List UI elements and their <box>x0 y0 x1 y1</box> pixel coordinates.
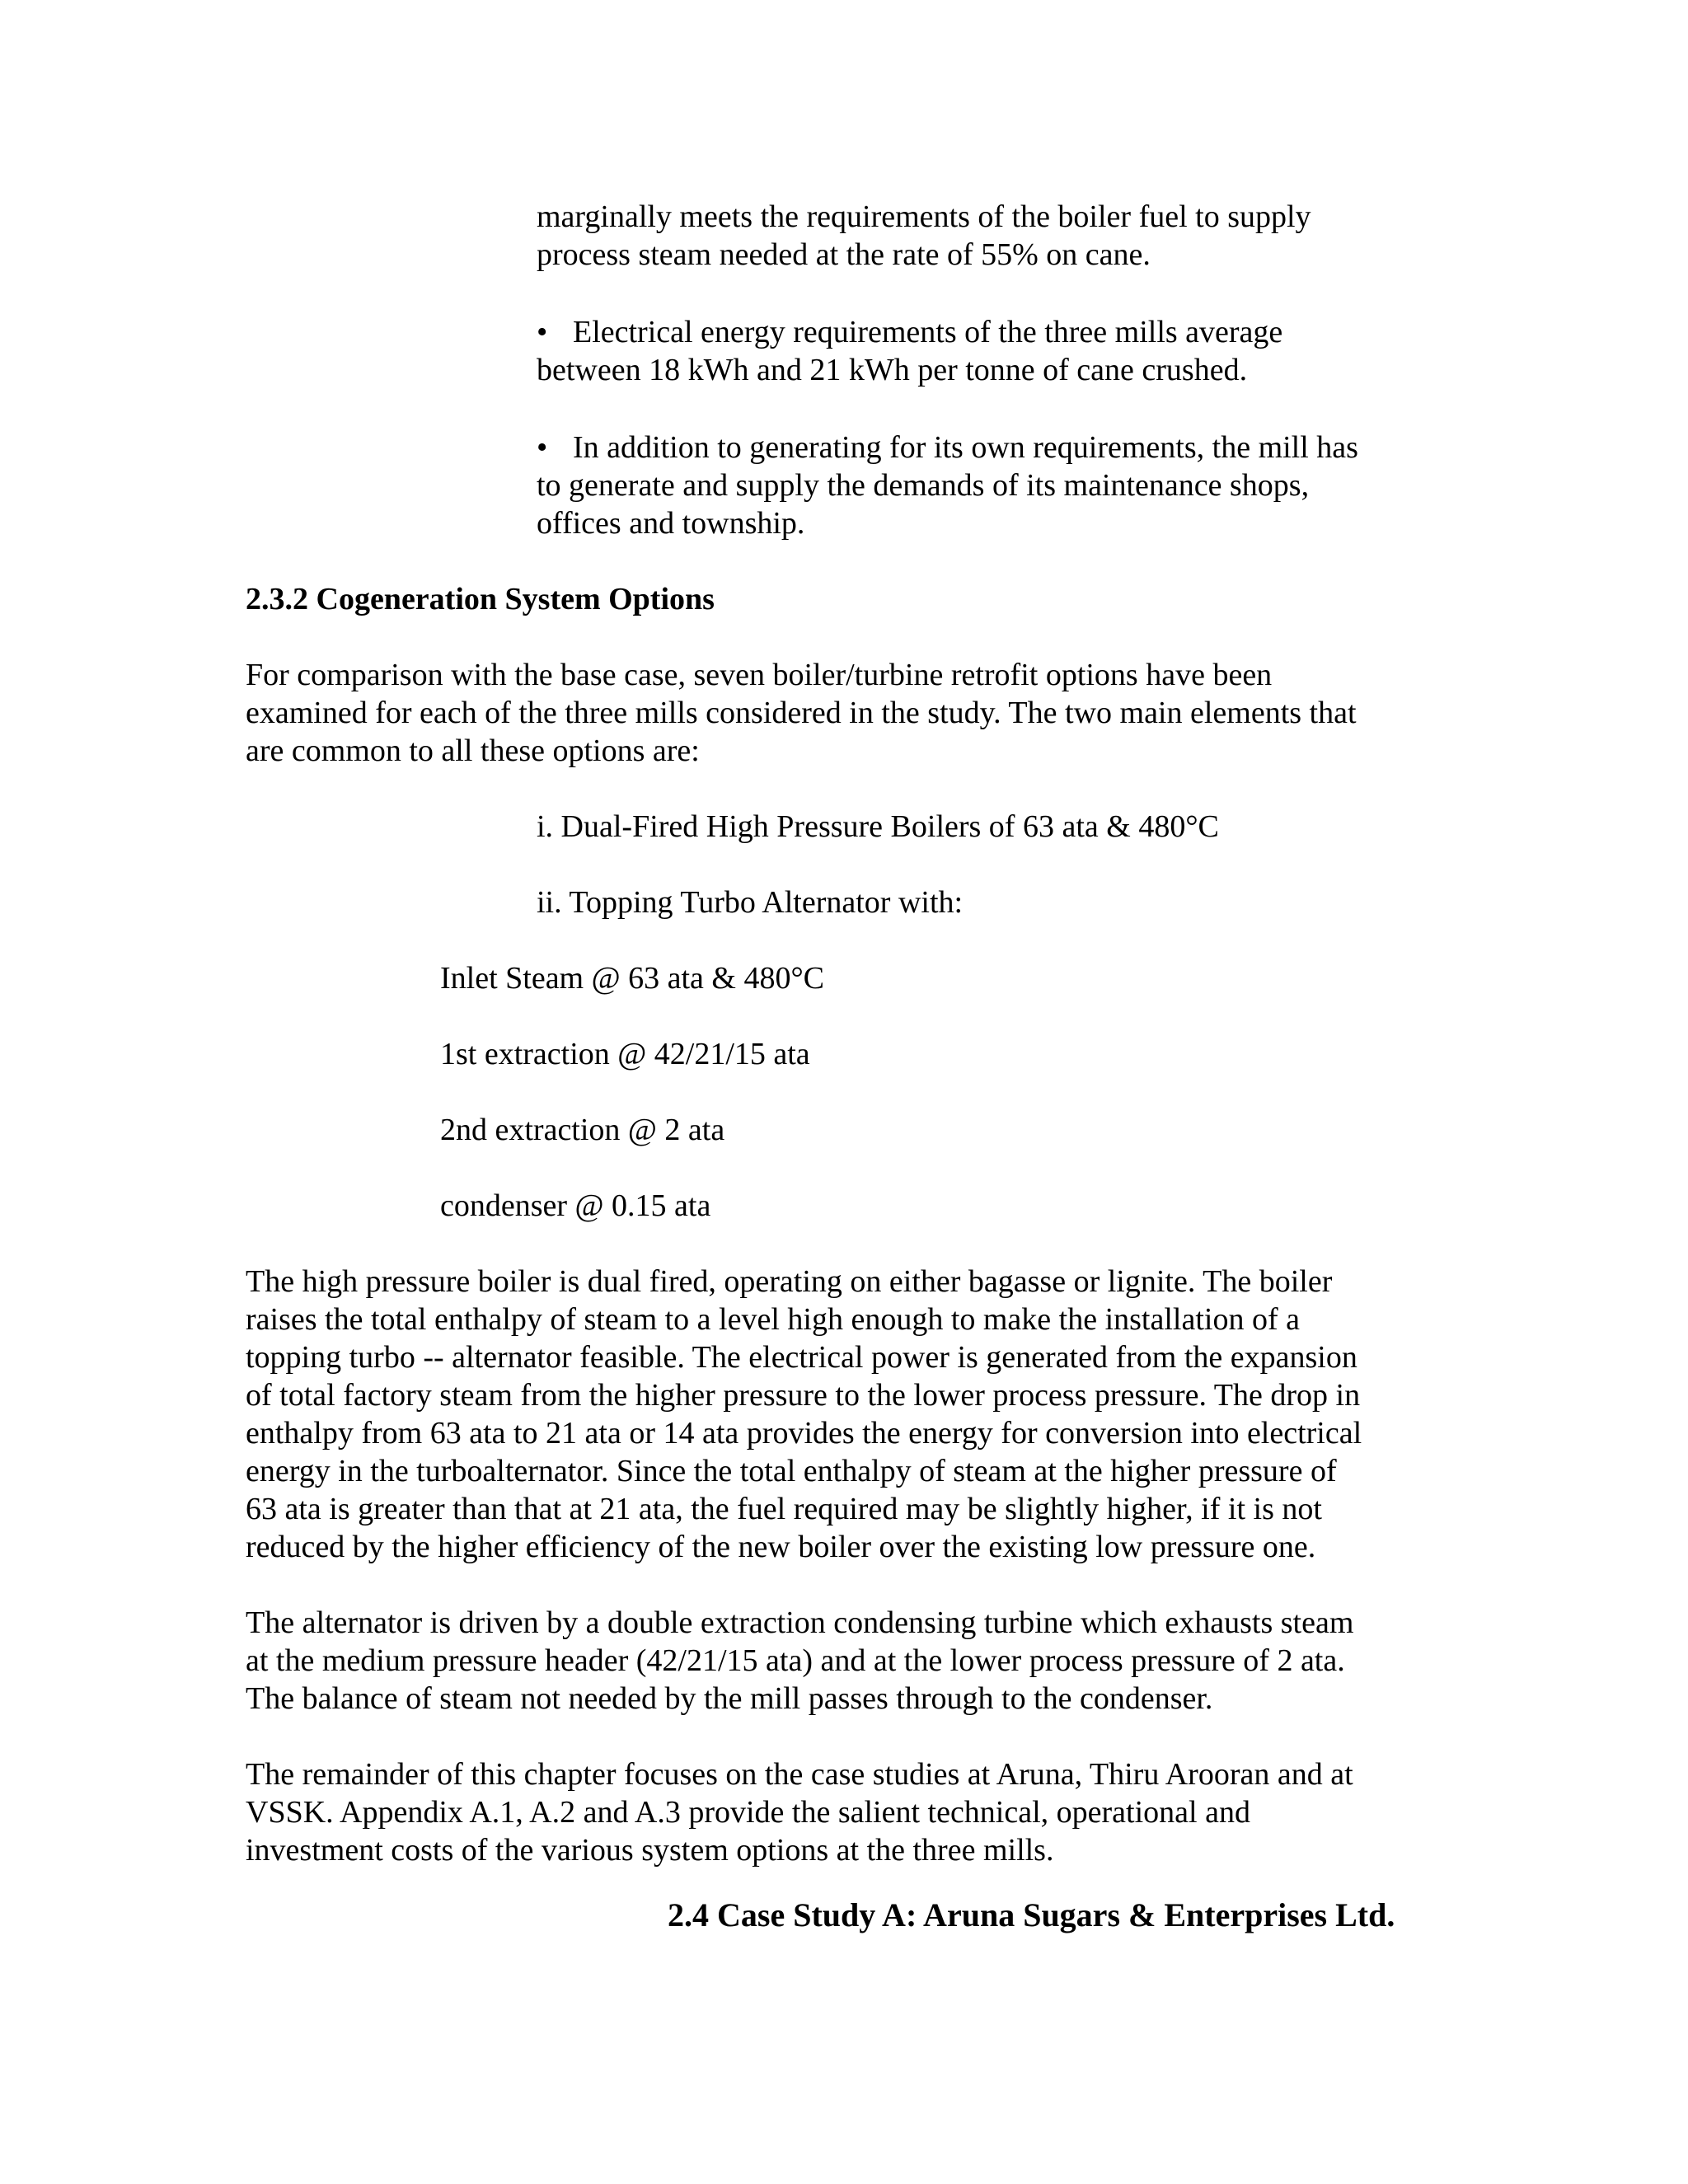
text-line: raises the total enthalpy of steam to a level high enough to make the installation of a <box>246 1302 1300 1337</box>
bullet-item <box>537 429 1358 542</box>
text-line: The alternator is driven by a double extraction condensing turbine which exhausts steam <box>246 1605 1354 1640</box>
element-item: ii. Topping Turbo Alternator with: <box>537 885 964 920</box>
bullet-item <box>537 313 1282 389</box>
bullet-icon: • <box>537 315 548 349</box>
text-line: of total factory steam from the higher pressure to the lower process pressure. The drop in <box>246 1378 1361 1413</box>
turbine-spec: Inlet Steam @ 63 ata & 480°C <box>440 961 825 996</box>
element-item: i. Dual-Fired High Pressure Boilers of 63 ata & 480°C <box>537 809 1219 844</box>
paragraph-boiler <box>246 1263 1362 1566</box>
intro-continuation <box>537 198 1311 274</box>
text-line: The remainder of this chapter focuses on the case studies at Aruna, Thiru Arooran and at <box>246 1757 1353 1792</box>
bullet-text: Electrical energy requirements of the three mills average <box>573 315 1283 349</box>
section-heading: 2.4 Case Study A: Aruna Sugars & Enterprises Ltd. <box>668 1896 1395 1933</box>
bullet-text: to generate and supply the demands of its maintenance shops, <box>537 468 1310 503</box>
bullet-text: In addition to generating for its own requirements, the mill has <box>573 430 1358 465</box>
paragraph-alternator <box>246 1604 1353 1718</box>
paragraph-remainder <box>246 1755 1353 1869</box>
text-line: energy in the turboalternator. Since the total enthalpy of steam at the higher pressure of <box>246 1454 1337 1488</box>
turbine-spec: 1st extraction @ 42/21/15 ata <box>440 1037 810 1071</box>
turbine-spec: condenser @ 0.15 ata <box>440 1188 711 1223</box>
text-line: investment costs of the various system options at the three mills. <box>246 1833 1054 1868</box>
bullet-text: between 18 kWh and 21 kWh per tonne of cane crushed. <box>537 353 1248 387</box>
text-line: The high pressure boiler is dual fired, operating on either bagasse or lignite. The boiler <box>246 1264 1333 1299</box>
text-line: For comparison with the base case, seven boiler/turbine retrofit options have been <box>246 658 1273 692</box>
bullet-icon: • <box>537 430 548 465</box>
turbine-spec: 2nd extraction @ 2 ata <box>440 1113 725 1147</box>
text-line: marginally meets the requirements of the boiler fuel to supply <box>537 199 1311 234</box>
text-line: enthalpy from 63 ata to 21 ata or 14 ata provides the energy for conversion into electrical <box>246 1416 1362 1451</box>
text-line: process steam needed at the rate of 55% on cane. <box>537 237 1151 272</box>
text-line: examined for each of the three mills considered in the study. The two main elements that <box>246 696 1357 730</box>
text-line: 63 ata is greater than that at 21 ata, the fuel required may be slightly higher, if it is not <box>246 1492 1322 1526</box>
paragraph-intro <box>246 656 1357 770</box>
text-line: The balance of steam not needed by the mill passes through to the condenser. <box>246 1681 1213 1716</box>
text-line: topping turbo -- alternator feasible. The electrical power is generated from the expansion <box>246 1340 1357 1375</box>
text-line: reduced by the higher efficiency of the new boiler over the existing low pressure one. <box>246 1530 1316 1564</box>
text-line: are common to all these options are: <box>246 733 700 768</box>
bullet-text: offices and township. <box>537 506 805 541</box>
section-heading: 2.3.2 Cogeneration System Options <box>246 582 715 616</box>
text-line: VSSK. Appendix A.1, A.2 and A.3 provide the salient technical, operational and <box>246 1795 1250 1830</box>
text-line: at the medium pressure header (42/21/15 ata) and at the lower process pressure of 2 ata. <box>246 1643 1345 1678</box>
